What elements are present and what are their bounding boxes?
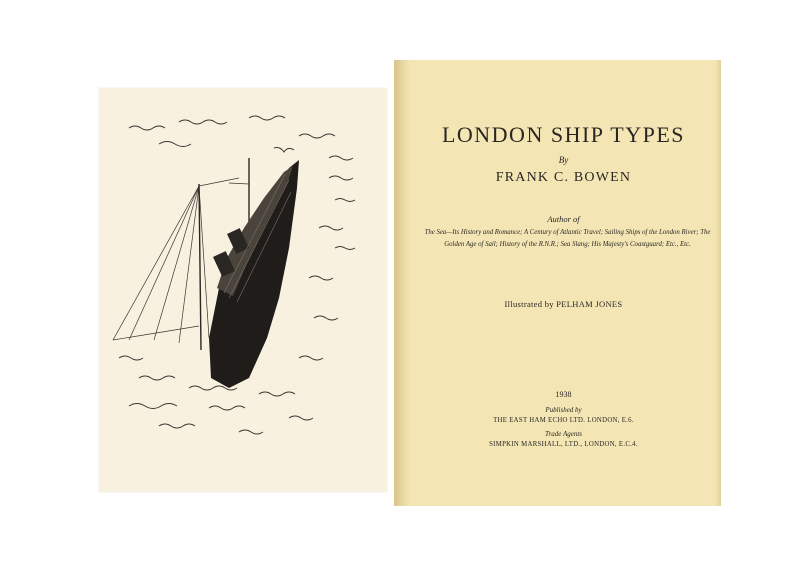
previous-works-list: The Sea—Its History and Romance; A Century of Atlantic Travel; Sailing Ships of the London River; The Golden Age of Sail; History of the R.N.R.; Sea Slang; His Majesty's Coastguard; Etc., Etc. <box>424 229 711 248</box>
book-title: LONDON SHIP TYPES <box>441 122 686 147</box>
title-page <box>394 60 721 506</box>
by-label: By <box>558 155 569 165</box>
page-gutter-shadow <box>394 60 410 506</box>
trade-agents-label: Trade Agents <box>544 430 582 438</box>
author-of-label: Author of <box>547 214 580 224</box>
author-name: FRANK C. BOWEN <box>495 170 632 185</box>
trade-agent-name: SIMPKIN MARSHALL, LTD., LONDON, E.C.4. <box>489 441 638 448</box>
publication-year: 1938 <box>555 390 572 399</box>
frontispiece-plate <box>99 88 387 492</box>
ship-illustration <box>99 88 387 492</box>
published-by-label: Published by <box>545 406 582 414</box>
bow-spray <box>274 148 294 153</box>
publisher-name: THE EAST HAM ECHO LTD. LONDON, E.6. <box>493 417 634 424</box>
illustrator-line: Illustrated by PELHAM JONES <box>504 299 623 309</box>
